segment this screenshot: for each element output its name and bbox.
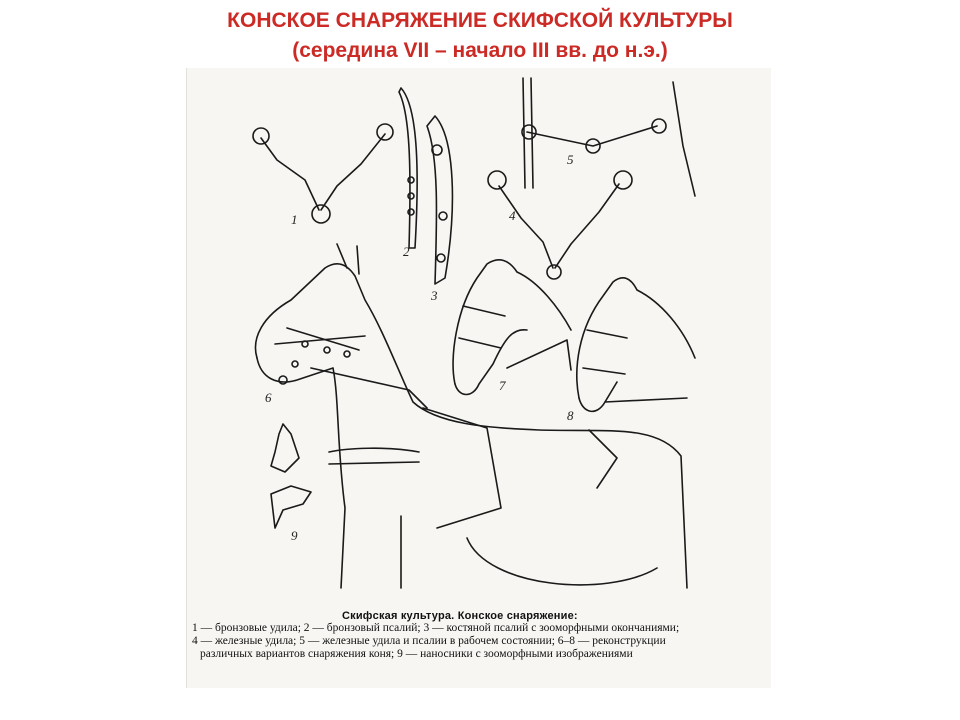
figure-number-3: 3 [431, 288, 438, 303]
figure-number-6: 6 [265, 390, 272, 405]
horse-harness-drawing [187, 68, 771, 688]
scanned-illustration [186, 68, 771, 688]
bronze-cheekpiece-drawing [399, 88, 417, 248]
figure-caption [186, 610, 770, 661]
caption-line-3: различных вариантов снаряжения коня; 9 — наносники с зооморфными изображениями [200, 648, 633, 660]
iron-bit-assembly-drawing [522, 78, 695, 196]
horse-head-reconstruction-8 [577, 278, 695, 412]
figure-number-8: 8 [567, 408, 574, 423]
slide-title-line-2: (середина VII – начало III вв. до н.э.) [292, 39, 668, 62]
figure-number-9: 9 [291, 528, 298, 543]
slide-title [0, 6, 960, 66]
slide-title-line-1: КОНСКОЕ СНАРЯЖЕНИЕ СКИФСКОЙ КУЛЬТУРЫ [227, 9, 733, 32]
caption-line-2: 4 — железные удила; 5 — железные удила и псалии в рабочем состоянии; 6–8 — реконструкции [192, 635, 666, 647]
caption-line-1: 1 — бронзовые удила; 2 — бронзовый псалий; 3 — костяной псалий с зооморфными окончаниями; [192, 622, 680, 634]
bronze-bit-drawing [253, 124, 393, 223]
figure-number-5: 5 [567, 152, 574, 167]
nose-ornament-drawing [271, 424, 311, 528]
caption-title: Скифская культура. Конское снаряжение: [342, 610, 578, 622]
horse-head-reconstruction-7 [453, 260, 571, 395]
figure-number-7: 7 [499, 378, 506, 393]
figure-number-4: 4 [509, 208, 516, 223]
bone-cheekpiece-drawing [427, 116, 452, 284]
harnessed-horse-drawing [255, 244, 687, 588]
figure-number-2: 2 [403, 244, 410, 259]
figure-number-1: 1 [291, 212, 298, 227]
